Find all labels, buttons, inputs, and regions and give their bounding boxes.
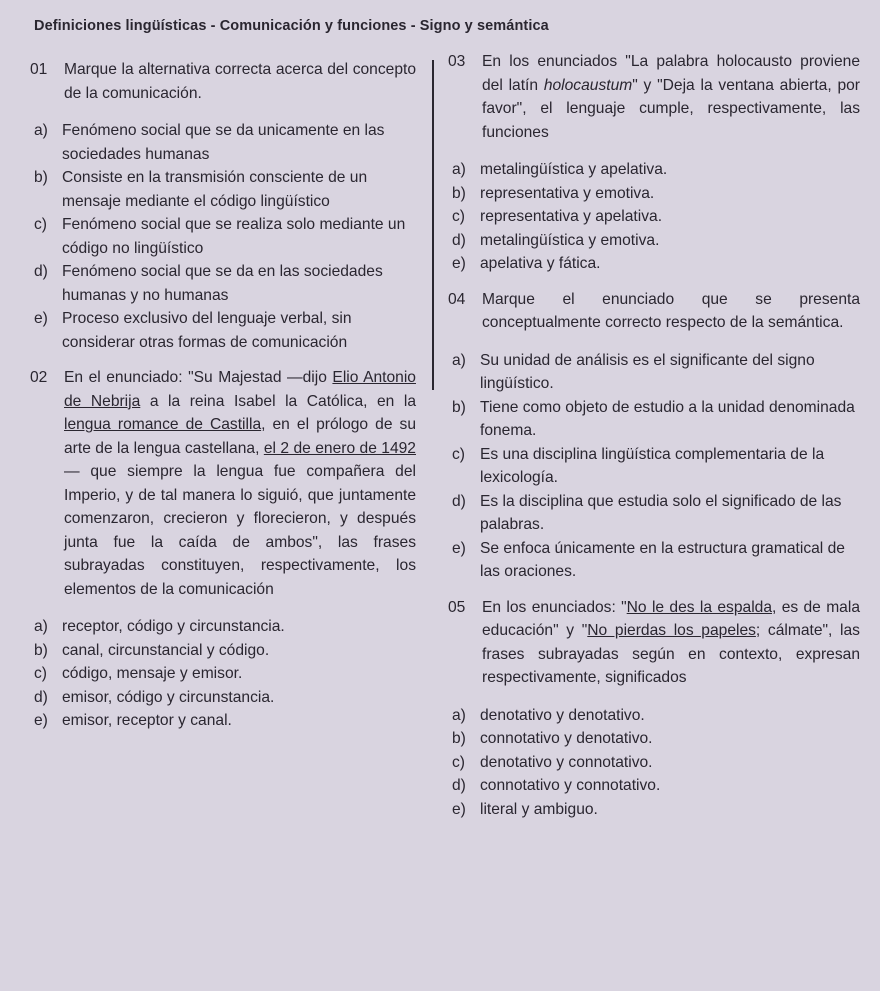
option-letter: c) (452, 208, 465, 225)
option-letter: a) (452, 161, 466, 178)
option-text: receptor, código y circunstancia. (62, 618, 285, 635)
option-letter: c) (34, 665, 47, 682)
option-letter: e) (452, 539, 466, 557)
option-letter: a) (34, 122, 48, 139)
option-letter: d) (452, 777, 466, 794)
options-list (448, 704, 860, 822)
option-letter: e) (452, 800, 466, 818)
stem-text: En el enunciado: "Su Majestad —dijo (64, 369, 333, 386)
option-text: Proceso exclusivo del lenguaje verbal, sin considerar otras formas de comunicación (62, 310, 352, 351)
option-d[interactable] (448, 490, 860, 537)
options-list (448, 158, 860, 276)
option-a[interactable] (448, 704, 860, 728)
option-a[interactable] (30, 615, 416, 639)
option-letter: e) (452, 255, 466, 272)
stem-text: ; cálmate", las frases subrayadas según en contexto, expresan respectivamente, significados (482, 622, 860, 686)
option-b[interactable] (448, 182, 860, 206)
option-c[interactable] (448, 205, 860, 229)
stem-text: En los enunciados: " (482, 598, 627, 616)
question-stem (482, 596, 860, 690)
option-text: Su unidad de análisis es el significante del signo lingüístico. (480, 351, 815, 392)
option-text: literal y ambiguo. (480, 800, 598, 818)
option-letter: c) (452, 445, 465, 463)
option-letter: c) (34, 216, 47, 233)
underlined-phrase: el 2 de enero de 1492 (263, 439, 416, 457)
option-e[interactable] (448, 537, 860, 584)
option-c[interactable] (30, 662, 416, 686)
stem-text: , es de mala educación" y " (482, 598, 860, 639)
option-e[interactable] (30, 307, 416, 354)
question-stem (482, 50, 860, 144)
option-letter: a) (452, 351, 466, 369)
option-d[interactable] (448, 774, 860, 798)
option-letter: c) (452, 753, 465, 771)
option-text: connotativo y connotativo. (480, 777, 661, 794)
option-d[interactable] (448, 229, 860, 253)
stem-text: " y "Deja la ventana abierta, por favor", el lenguaje cumple, respectivamente, las funciones (482, 76, 860, 141)
option-letter: d) (34, 263, 48, 280)
option-letter: b) (452, 398, 466, 416)
option-text: Tiene como objeto de estudio a la unidad denominada fonema. (480, 398, 855, 439)
underlined-phrase: Elio Antonio de Nebrija (64, 369, 416, 410)
option-b[interactable] (448, 727, 860, 751)
option-text: código, mensaje y emisor. (62, 665, 243, 682)
option-letter: b) (34, 169, 48, 186)
question-03 (448, 50, 860, 276)
option-d[interactable] (30, 686, 416, 710)
option-letter: b) (34, 641, 48, 659)
option-text: Fenómeno social que se da unicamente en las sociedades humanas (62, 122, 385, 163)
options-list (30, 615, 416, 733)
option-letter: d) (452, 492, 466, 510)
stem-text: En los enunciados "La palabra holocausto proviene del latín (482, 53, 860, 94)
option-letter: a) (34, 618, 48, 635)
left-column (30, 58, 416, 733)
stem-text: — que siempre la lengua fue compañera del Imperio, y de tal manera lo siguió, que juntamente comenzaron, crecieron y florecieron, y después junta fue la caída de ambos", las frases subrayadas constituyen, respectivamente, los elementos de la comunicación (64, 463, 416, 598)
option-text: metalingüística y emotiva. (480, 231, 660, 249)
question-04 (448, 288, 860, 584)
question-stem (64, 366, 416, 601)
option-b[interactable] (30, 166, 416, 213)
option-text: emisor, código y circunstancia. (62, 688, 275, 706)
underlined-phrase: No pierdas los papeles (587, 622, 756, 639)
option-text: denotativo y connotativo. (480, 753, 653, 771)
option-letter: b) (452, 184, 466, 202)
options-list (30, 119, 416, 354)
underlined-phrase: No le des la espalda (626, 598, 773, 616)
question-number: 03 (448, 53, 466, 70)
option-text: Es la disciplina que estudia solo el significado de las palabras. (480, 492, 842, 533)
option-text: connotativo y denotativo. (480, 730, 653, 747)
option-text: Se enfoca únicamente en la estructura gramatical de las oraciones. (480, 539, 845, 580)
option-letter: e) (34, 712, 48, 729)
option-c[interactable] (448, 443, 860, 490)
option-a[interactable] (448, 349, 860, 396)
underlined-phrase: lengua romance de Castilla (64, 416, 262, 433)
option-text: representativa y emotiva. (480, 184, 655, 202)
question-number: 01 (30, 61, 48, 78)
option-a[interactable] (448, 158, 860, 182)
question-number: 05 (448, 598, 466, 616)
option-text: Fenómeno social que se realiza solo mediante un código no lingüístico (62, 216, 406, 257)
question-stem: Marque la alternativa correcta acerca del concepto de la comunicación. (64, 61, 416, 102)
question-number: 02 (30, 369, 48, 386)
option-b[interactable] (448, 396, 860, 443)
option-text: metalingüística y apelativa. (480, 161, 668, 178)
option-e[interactable] (448, 252, 860, 276)
option-text: representativa y apelativa. (480, 208, 663, 225)
option-c[interactable] (448, 751, 860, 775)
option-text: Consiste en la transmisión consciente de un mensaje mediante el código lingüístico (62, 169, 368, 210)
question-01 (30, 58, 416, 354)
option-text: emisor, receptor y canal. (62, 712, 232, 729)
option-a[interactable] (30, 119, 416, 166)
option-letter: e) (34, 310, 48, 327)
option-text: canal, circunstancial y código. (62, 641, 270, 659)
stem-text: , en el prólogo de su arte de la lengua castellana, (64, 416, 417, 457)
option-letter: b) (452, 730, 466, 747)
option-e[interactable] (448, 798, 860, 822)
question-number: 04 (448, 290, 466, 308)
option-text: denotativo y denotativo. (480, 706, 645, 724)
option-c[interactable] (30, 213, 416, 260)
option-text: Fenómeno social que se da en las sociedades humanas y no humanas (62, 263, 383, 304)
option-text: apelativa y fática. (480, 255, 601, 272)
option-letter: d) (452, 231, 466, 249)
column-divider (432, 60, 434, 390)
option-letter: a) (452, 706, 466, 724)
option-letter: d) (34, 688, 48, 706)
options-list (448, 349, 860, 584)
option-text: Es una disciplina lingüística complementaria de la lexicología. (480, 445, 825, 486)
page-title: Definiciones lingüísticas - Comunicación y funciones - Signo y semántica (34, 18, 549, 34)
option-b[interactable] (30, 639, 416, 663)
option-d[interactable] (30, 260, 416, 307)
question-stem: Marque el enunciado que se presenta conceptualmente correcto respecto de la semántica. (482, 290, 860, 331)
option-e[interactable] (30, 709, 416, 733)
stem-text: a la reina Isabel la Católica, en la (140, 392, 417, 410)
italic-term: holocaustum (543, 76, 633, 94)
question-02 (30, 366, 416, 733)
question-05 (448, 596, 860, 822)
right-column (448, 50, 860, 821)
